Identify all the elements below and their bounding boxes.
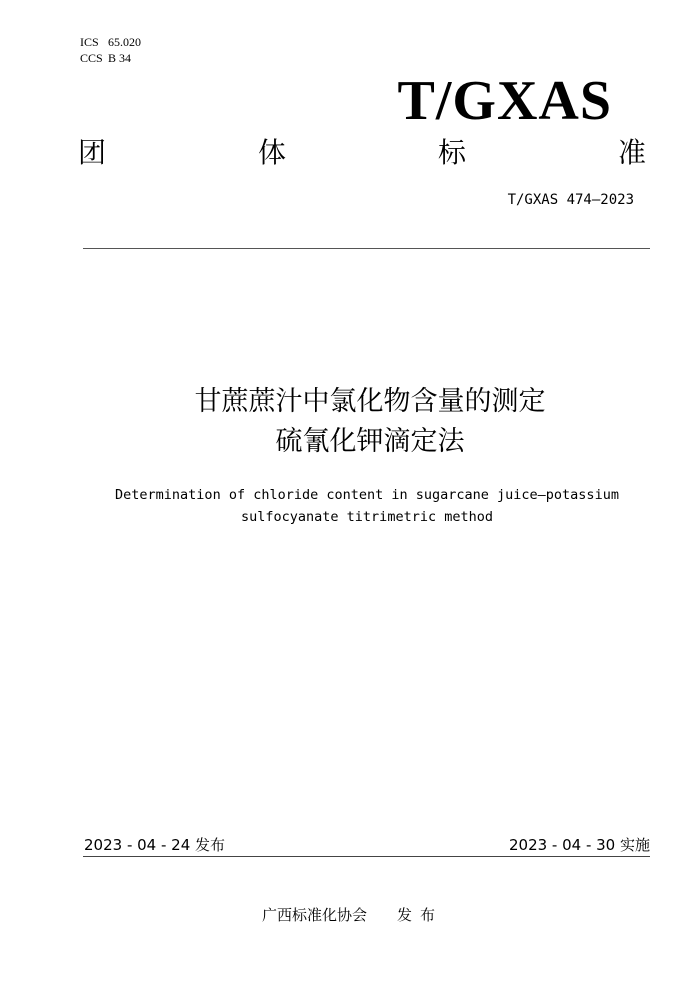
ccs-label: CCS	[80, 51, 103, 65]
publisher-name: 广西标准化协会	[262, 906, 368, 924]
header-divider	[83, 248, 650, 249]
standard-type-char: 体	[257, 136, 286, 169]
footer-divider	[83, 856, 650, 857]
standard-number: T/GXAS 474—2023	[507, 192, 634, 208]
standard-type-char: 标	[437, 136, 466, 169]
chinese-title-line-2: 硫氰化钾滴定法	[275, 426, 465, 457]
chinese-title	[0, 382, 700, 462]
standard-type-char: 团	[78, 136, 107, 169]
chinese-title-line-1: 甘蔗蔗汁中氯化物含量的测定	[194, 386, 546, 417]
ccs-code: B 34	[108, 51, 132, 65]
classification-codes	[80, 34, 141, 66]
publish-word: 发布	[397, 906, 444, 924]
english-title-line-2: sulfocyanate titrimetric method	[241, 509, 493, 525]
ics-label: ICS	[80, 35, 99, 49]
standard-type	[78, 136, 646, 170]
publisher-line	[262, 905, 443, 925]
standard-type-char: 准	[617, 136, 646, 169]
ccs-line	[80, 50, 141, 66]
implementation-date: 2023 - 04 - 30 实施	[508, 836, 650, 854]
english-title-line-1: Determination of chloride content in sugarcane juice—potassium	[115, 487, 619, 503]
ics-line	[80, 34, 141, 50]
english-title	[0, 484, 700, 528]
standard-logo: T/GXAS	[397, 70, 612, 132]
ics-code: 65.020	[108, 35, 141, 49]
issue-date: 2023 - 04 - 24 发布	[84, 836, 226, 854]
